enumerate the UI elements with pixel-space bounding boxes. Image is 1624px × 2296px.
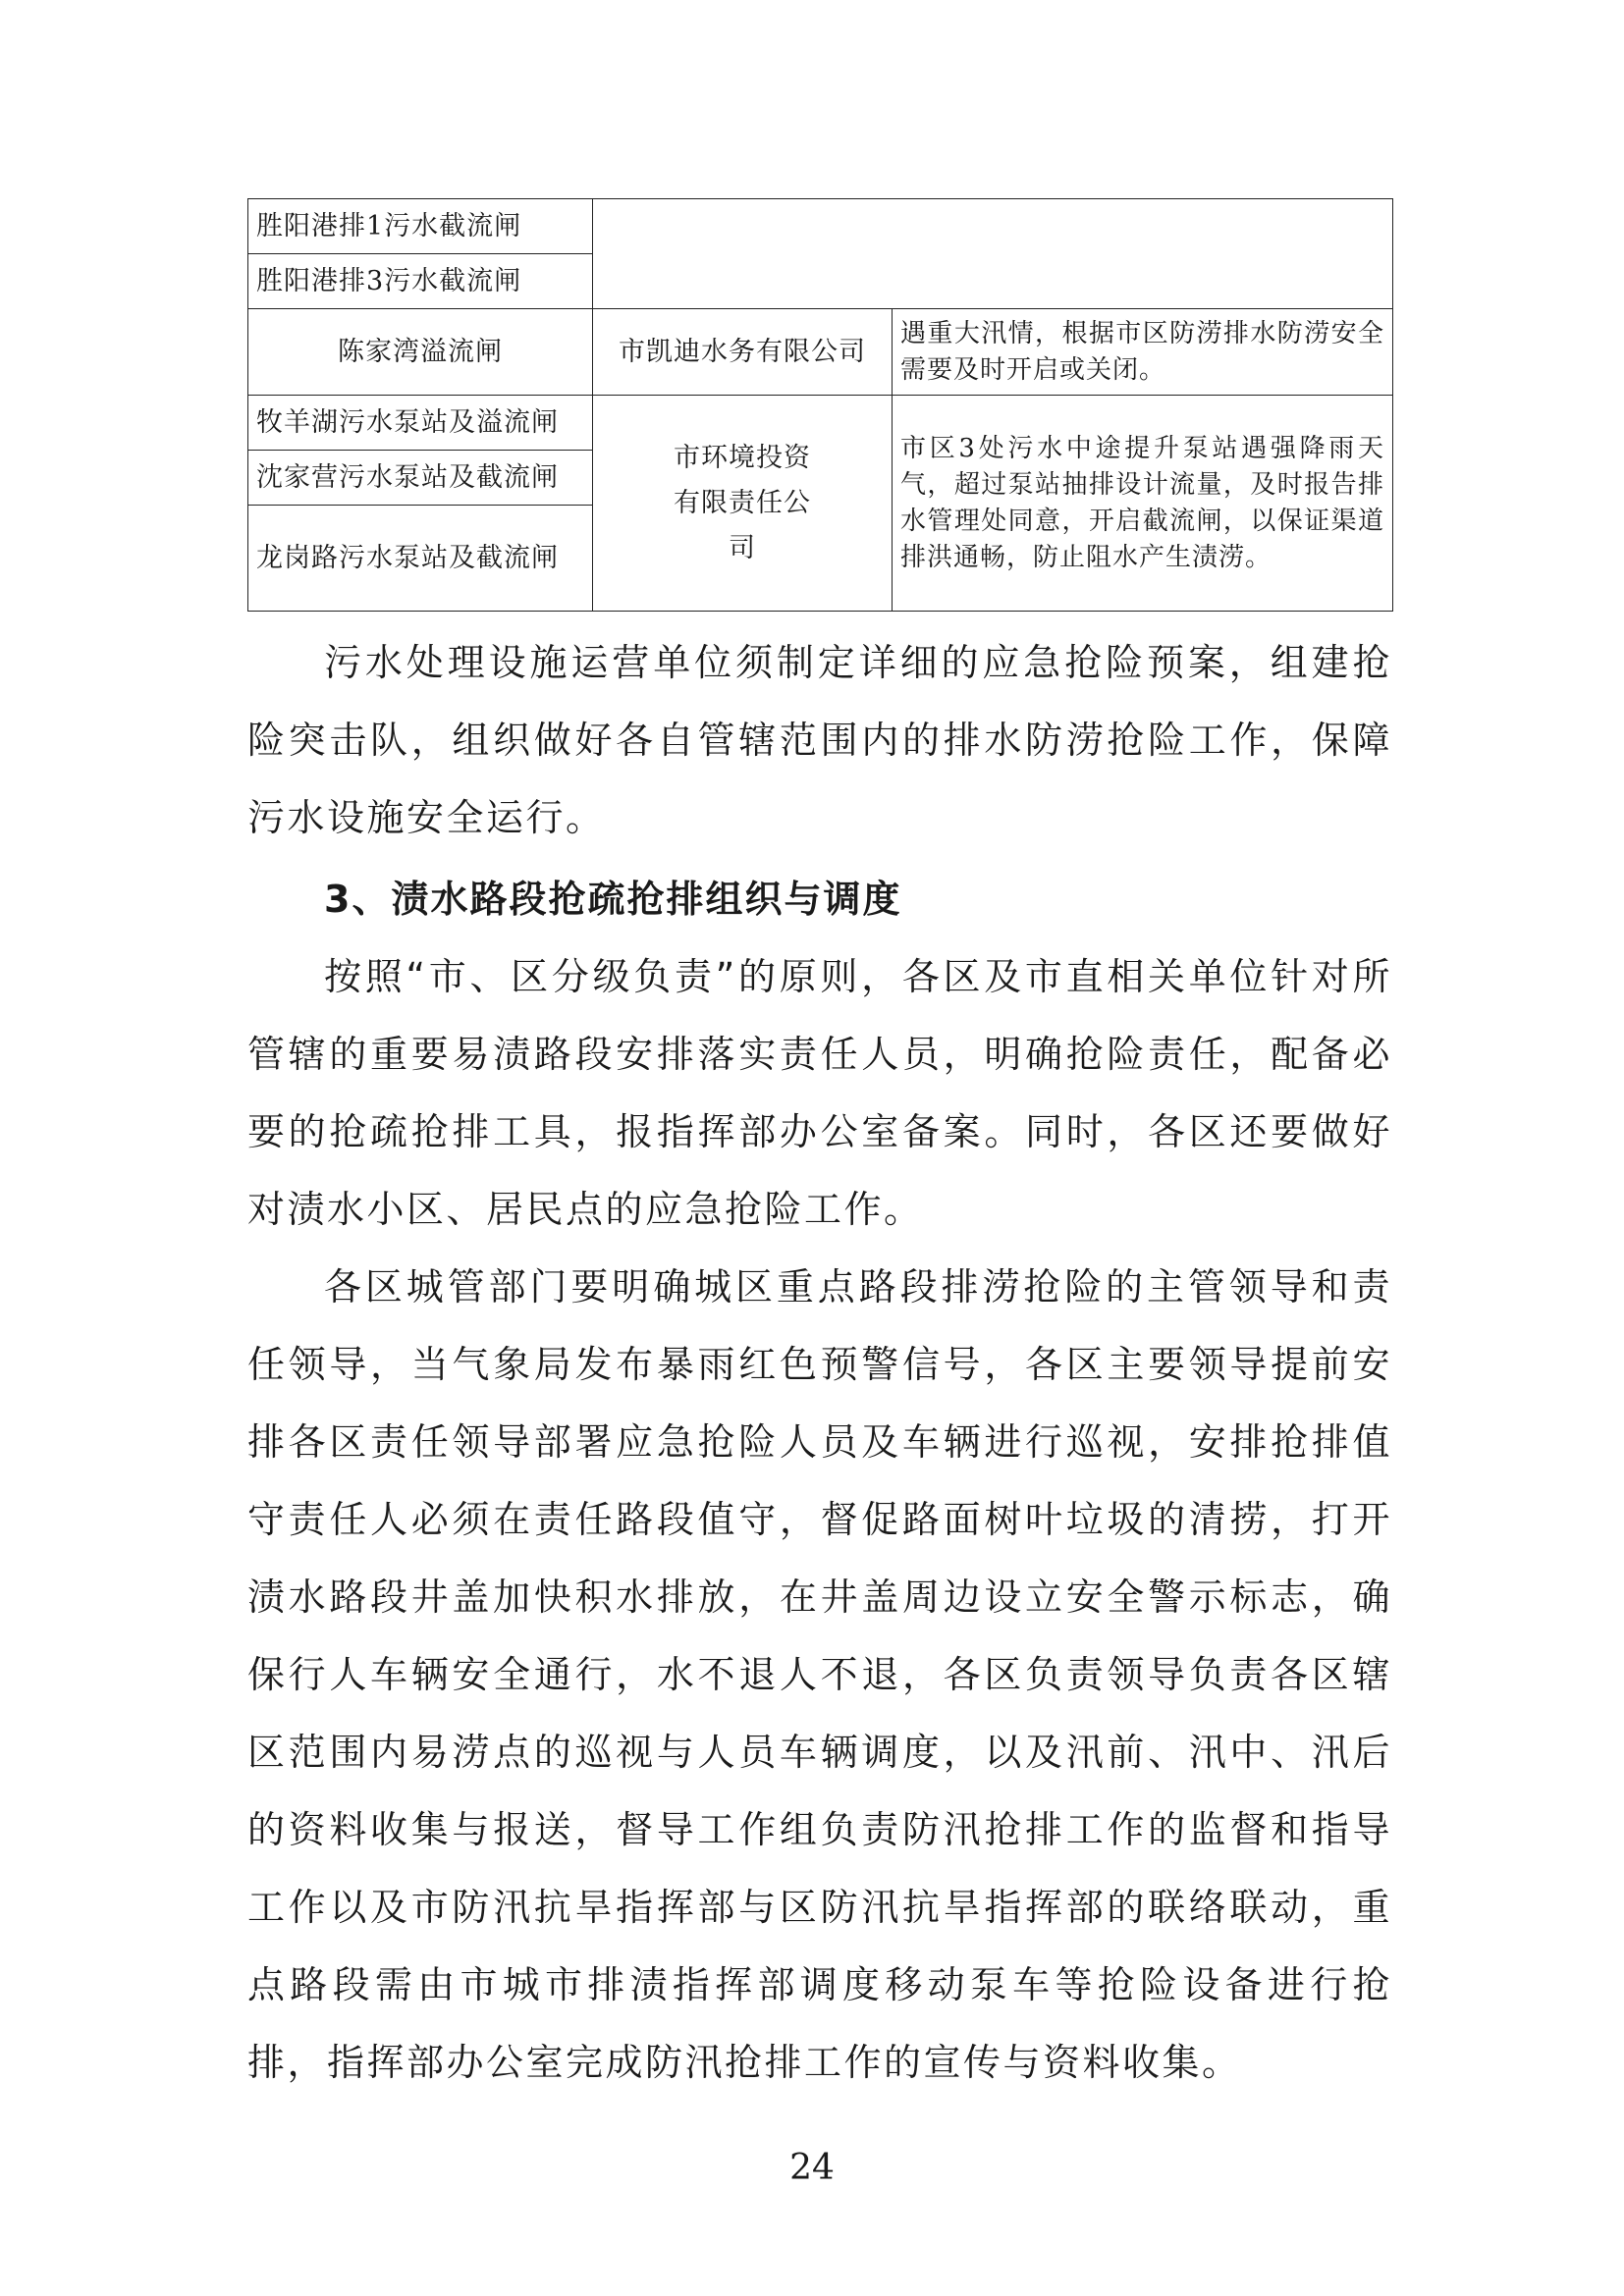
paragraph: 污水处理设施运营单位须制定详细的应急抢险预案，组建抢险突击队，组织做好各自管辖范围内的排水防涝抢险工作，保障污水设施安全运行。 [247,641,1392,839]
facility-cell: 陈家湾溢流闸 [248,309,593,396]
table-row [248,309,1393,396]
table-row [248,199,1393,254]
unit-cell [593,396,893,612]
paragraph: 各区城管部门要明确城区重点路段排涝抢险的主管领导和责任领导，当气象局发布暴雨红色预警信号，各区主要领导提前安排各区责任领导部署应急抢险人员及车辆进行巡视，安排抢排值守责任人必须在责任路段值守，督促路面树叶垃圾的清捞，打开渍水路段井盖加快积水排放，在井盖周边设立安全警示标志，确保行人车辆安全通行，水不退人不退，各区负责领导负责各区辖区范围内易涝点的巡视与人员车辆调度，以及汛前、汛中、汛后的资料收集与报送，督导工作组负责防汛抢排工作的监督和指导工作以及市防汛抗旱指挥部与区防汛抗旱指挥部的联络联动，重点路段需由市城市排渍指挥部调度移动泵车等抢险设备进行抢排，指挥部办公室完成防汛抢排工作的宣传与资料收集。 [247,1265,1392,2084]
empty-cell [593,199,1393,309]
section-heading: 3、渍水路段抢疏抢排组织与调度 [324,878,902,921]
table-row [248,396,1393,451]
unit-text: 市环境投资有限责任公司 [674,442,811,563]
note-cell: 市区3处污水中途提升泵站遇强降雨天气，超过泵站抽排设计流量，及时报告排水管理处同意，开启截流闸，以保证渠道排洪通畅，防止阻水产生渍涝。 [893,396,1393,612]
note-cell: 遇重大汛情，根据市区防涝排水防涝安全需要及时开启或关闭。 [893,309,1393,396]
unit-cell: 市凯迪水务有限公司 [593,309,893,396]
paragraph: 按照“市、区分级负责”的原则，各区及市直相关单位针对所管辖的重要易渍路段安排落实责任人员，明确抢险责任，配备必要的抢疏抢排工具，报指挥部办公室备案。同时，各区还要做好对渍水小区、居民点的应急抢险工作。 [247,955,1392,1231]
facility-cell: 胜阳港排3污水截流闸 [248,254,593,309]
facility-cell: 胜阳港排1污水截流闸 [248,199,593,254]
facility-cell: 龙岗路污水泵站及截流闸 [248,506,593,612]
gate-responsibility-table [247,198,1393,612]
facility-cell: 牧羊湖污水泵站及溢流闸 [248,396,593,451]
facility-cell: 沈家营污水泵站及截流闸 [248,451,593,506]
page-number: 24 [789,2148,835,2188]
